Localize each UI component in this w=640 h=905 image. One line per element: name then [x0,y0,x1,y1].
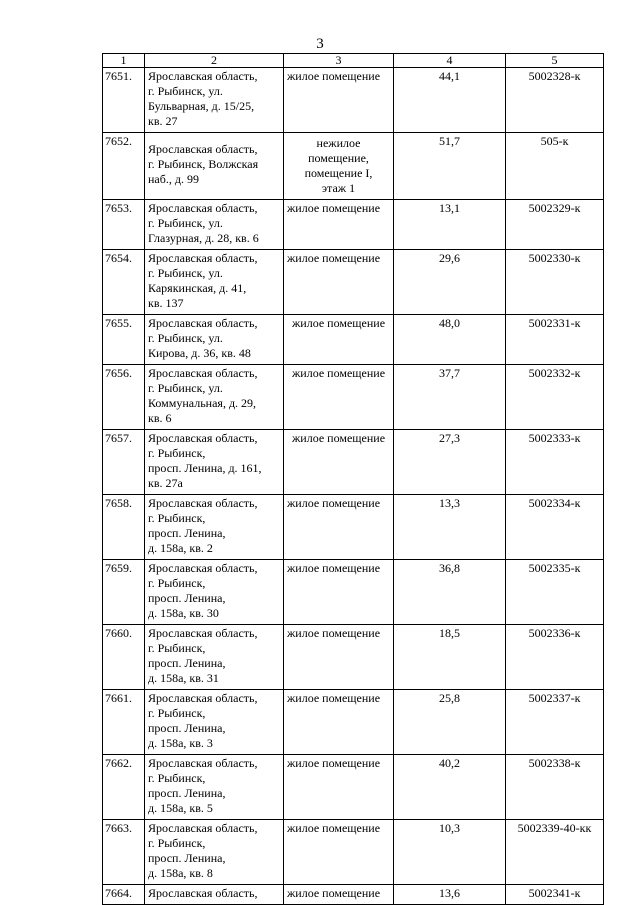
page-number: 3 [316,36,324,52]
address-cell: Ярославская область, г. Рыбинск, ул. Кирова, д. 36, кв. 48 [145,315,284,365]
premise-type-cell: жилое помещение [284,755,394,820]
address-cell: Ярославская область, г. Рыбинск, просп. Ленина, д. 158а, кв. 30 [145,560,284,625]
column-header: 1 [103,54,145,68]
row-number: 7661. [103,690,145,755]
premise-type-cell: жилое помещение [284,625,394,690]
row-number: 7652. [103,133,145,200]
premise-type-cell: жилое помещение [284,200,394,250]
registry-code-cell: 5002329-к [506,200,604,250]
address-cell: Ярославская область, г. Рыбинск, Волжская наб., д. 99 [145,133,284,200]
area-cell: 13,1 [394,200,506,250]
registry-code-cell: 5002328-к [506,68,604,133]
area-cell: 36,8 [394,560,506,625]
registry-code-cell: 5002336-к [506,625,604,690]
registry-code-cell: 5002330-к [506,250,604,315]
registry-code-cell: 5002335-к [506,560,604,625]
table-row [103,200,604,250]
address-cell: Ярославская область, г. Рыбинск, просп. Ленина, д. 158а, кв. 31 [145,625,284,690]
row-number: 7658. [103,495,145,560]
address-cell: Ярославская область, г. Рыбинск, ул. Коммунальная, д. 29, кв. 6 [145,365,284,430]
premise-type-cell: жилое помещение [284,315,394,365]
area-cell: 29,6 [394,250,506,315]
area-cell: 44,1 [394,68,506,133]
column-header: 5 [506,54,604,68]
area-cell: 18,5 [394,625,506,690]
area-cell: 25,8 [394,690,506,755]
table-row [103,315,604,365]
premise-type-cell: жилое помещение [284,690,394,755]
registry-code-cell: 5002338-к [506,755,604,820]
area-cell: 37,7 [394,365,506,430]
area-cell: 48,0 [394,315,506,365]
row-number: 7653. [103,200,145,250]
area-cell: 13,6 [394,885,506,905]
address-cell: Ярославская область, [145,885,284,905]
table-header-row [103,54,604,68]
registry-code-cell: 5002331-к [506,315,604,365]
column-header: 2 [145,54,284,68]
address-cell: Ярославская область, г. Рыбинск, просп. Ленина, д. 161, кв. 27а [145,430,284,495]
row-number: 7659. [103,560,145,625]
table-row [103,495,604,560]
premise-type-cell: жилое помещение [284,68,394,133]
table-row [103,755,604,820]
table-row [103,885,604,905]
premise-type-cell: жилое помещение [284,365,394,430]
registry-code-cell: 5002341-к [506,885,604,905]
row-number: 7664. [103,885,145,905]
row-number: 7651. [103,68,145,133]
address-cell: Ярославская область, г. Рыбинск, просп. Ленина, д. 158а, кв. 3 [145,690,284,755]
premise-type-cell: жилое помещение [284,250,394,315]
table-row [103,560,604,625]
table-row [103,365,604,430]
area-cell: 13,3 [394,495,506,560]
registry-code-cell: 5002334-к [506,495,604,560]
registry-code-cell: 5002332-к [506,365,604,430]
column-header: 4 [394,54,506,68]
registry-code-cell: 505-к [506,133,604,200]
row-number: 7663. [103,820,145,885]
table-row [103,133,604,200]
registry-code-cell: 5002339-40-кк [506,820,604,885]
premise-type-cell: жилое помещение [284,430,394,495]
row-number: 7660. [103,625,145,690]
table-row [103,690,604,755]
column-header: 3 [284,54,394,68]
address-cell: Ярославская область, г. Рыбинск, просп. Ленина, д. 158а, кв. 8 [145,820,284,885]
area-cell: 51,7 [394,133,506,200]
address-cell: Ярославская область, г. Рыбинск, ул. Бульварная, д. 15/25, кв. 27 [145,68,284,133]
row-number: 7662. [103,755,145,820]
address-cell: Ярославская область, г. Рыбинск, просп. Ленина, д. 158а, кв. 5 [145,755,284,820]
premise-type-cell: нежилое помещение, помещение I, этаж 1 [284,133,394,200]
table-row [103,68,604,133]
table-row [103,250,604,315]
table-row [103,820,604,885]
address-cell: Ярославская область, г. Рыбинск, ул. Карякинская, д. 41, кв. 137 [145,250,284,315]
row-number: 7655. [103,315,145,365]
premise-type-cell: жилое помещение [284,820,394,885]
row-number: 7656. [103,365,145,430]
area-cell: 10,3 [394,820,506,885]
property-register-table [102,53,604,905]
table-row [103,625,604,690]
address-cell: Ярославская область, г. Рыбинск, ул. Глазурная, д. 28, кв. 6 [145,200,284,250]
premise-type-cell: жилое помещение [284,885,394,905]
table-row [103,430,604,495]
registry-code-cell: 5002337-к [506,690,604,755]
premise-type-cell: жилое помещение [284,560,394,625]
area-cell: 40,2 [394,755,506,820]
row-number: 7657. [103,430,145,495]
area-cell: 27,3 [394,430,506,495]
address-cell: Ярославская область, г. Рыбинск, просп. Ленина, д. 158а, кв. 2 [145,495,284,560]
row-number: 7654. [103,250,145,315]
premise-type-cell: жилое помещение [284,495,394,560]
registry-code-cell: 5002333-к [506,430,604,495]
